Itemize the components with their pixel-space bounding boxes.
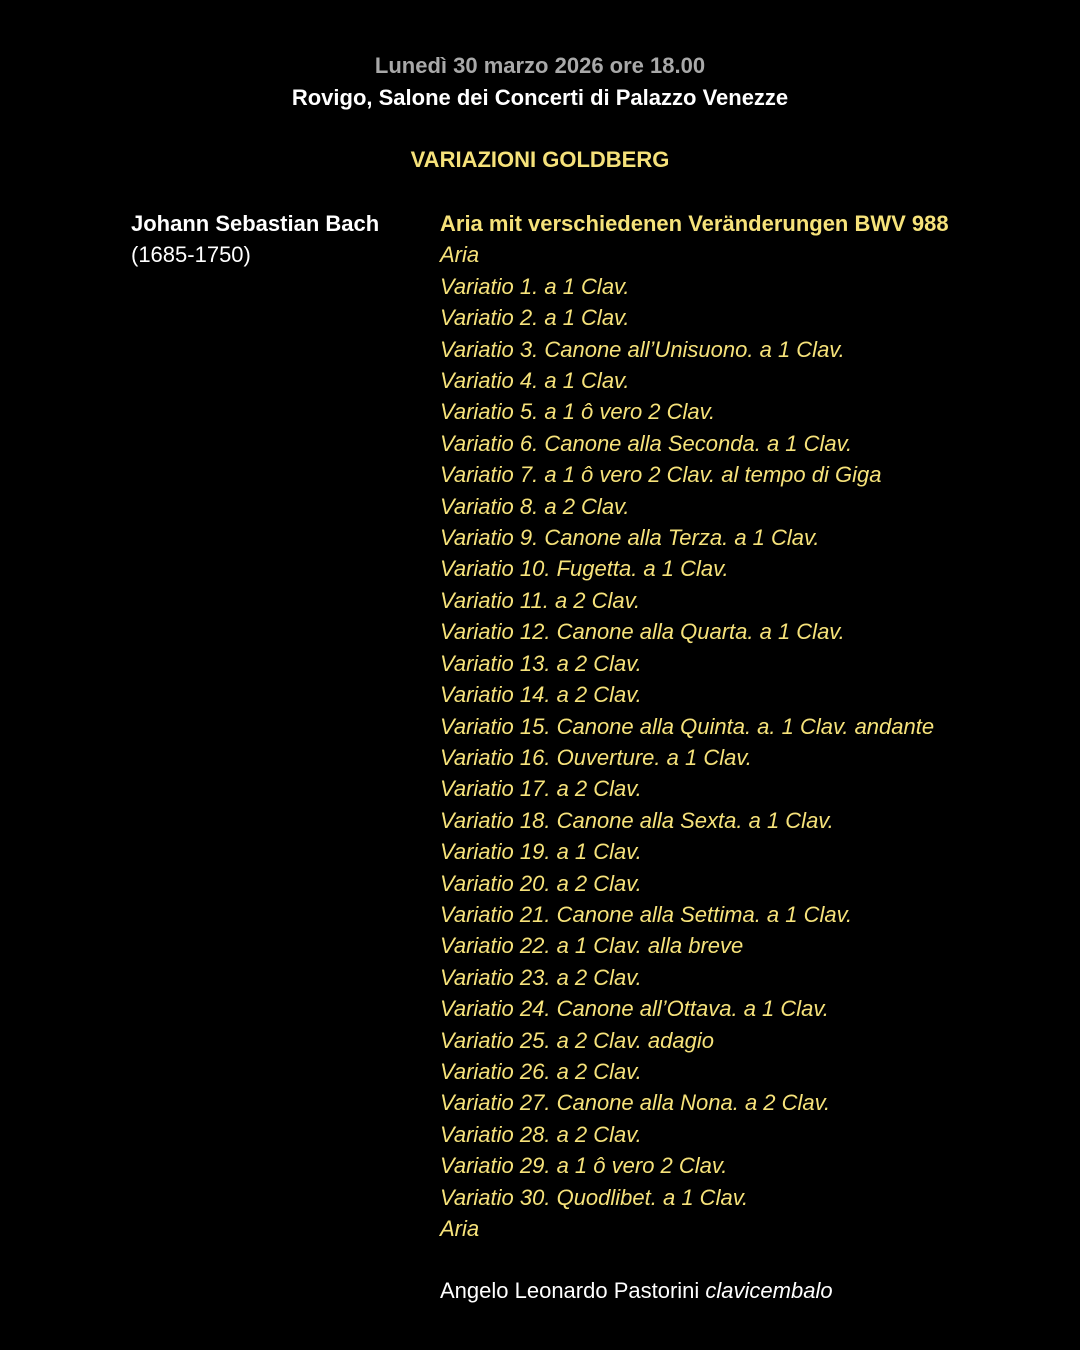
movement-item: Variatio 17. a 2 Clav. bbox=[440, 776, 642, 802]
movement-item: Variatio 4. a 1 Clav. bbox=[440, 368, 630, 394]
performer-role: clavicembalo bbox=[705, 1278, 833, 1303]
concert-venue: Rovigo, Salone dei Concerti di Palazzo Venezze bbox=[291, 85, 789, 110]
movement-item: Variatio 10. Fugetta. a 1 Clav. bbox=[440, 556, 729, 582]
movement-item: Variatio 1. a 1 Clav. bbox=[440, 273, 630, 299]
program-title: VARIAZIONI GOLDBERG bbox=[410, 147, 670, 172]
movement-item: Variatio 7. a 1 ô vero 2 Clav. al tempo di Giga bbox=[440, 462, 882, 488]
movement-item: Variatio 25. a 2 Clav. adagio bbox=[440, 1027, 714, 1053]
movement-item: Variatio 3. Canone all’Unisuono. a 1 Clav. bbox=[440, 336, 845, 362]
movement-item: Variatio 30. Quodlibet. a 1 Clav. bbox=[440, 1184, 749, 1210]
movement-item: Variatio 16. Ouverture. a 1 Clav. bbox=[440, 744, 752, 770]
movement-item: Variatio 27. Canone alla Nona. a 2 Clav. bbox=[440, 1090, 831, 1116]
concert-date: Lunedì 30 marzo 2026 ore 18.00 bbox=[374, 53, 706, 78]
movement-item: Variatio 21. Canone alla Settima. a 1 Clav. bbox=[440, 901, 853, 927]
performer-credit bbox=[440, 1275, 833, 1306]
movement-item: Variatio 11. a 2 Clav. bbox=[440, 587, 641, 613]
composer-dates: (1685-1750) bbox=[131, 242, 251, 268]
movement-list bbox=[440, 239, 1060, 1244]
movement-item: Variatio 20. a 2 Clav. bbox=[440, 870, 642, 896]
composer-name: Johann Sebastian Bach bbox=[131, 211, 380, 236]
movement-item: Variatio 19. a 1 Clav. bbox=[440, 839, 642, 865]
movement-item: Variatio 28. a 2 Clav. bbox=[440, 1121, 642, 1147]
movement-item: Aria bbox=[440, 242, 480, 268]
movement-item: Variatio 24. Canone all’Ottava. a 1 Clav. bbox=[440, 996, 829, 1022]
movement-item: Variatio 8. a 2 Clav. bbox=[440, 493, 630, 519]
movement-item: Variatio 9. Canone alla Terza. a 1 Clav. bbox=[440, 525, 820, 551]
work-title: Aria mit verschiedenen Veränderungen BWV 988 bbox=[440, 211, 949, 236]
movement-item: Variatio 26. a 2 Clav. bbox=[440, 1058, 642, 1084]
works-block bbox=[440, 208, 1060, 1244]
movement-item: Variatio 15. Canone alla Quinta. a. 1 Clav. andante bbox=[440, 713, 935, 739]
movement-item: Variatio 18. Canone alla Sexta. a 1 Clav. bbox=[440, 807, 834, 833]
movement-item: Variatio 2. a 1 Clav. bbox=[440, 305, 630, 331]
movement-item: Variatio 22. a 1 Clav. alla breve bbox=[440, 933, 744, 959]
movement-item: Variatio 29. a 1 ô vero 2 Clav. bbox=[440, 1153, 728, 1179]
movement-item: Variatio 6. Canone alla Seconda. a 1 Clav. bbox=[440, 430, 853, 456]
movement-item: Variatio 14. a 2 Clav. bbox=[440, 682, 642, 708]
movement-item: Variatio 12. Canone alla Quarta. a 1 Clav. bbox=[440, 619, 845, 645]
composer-block bbox=[131, 208, 379, 271]
movement-item: Variatio 5. a 1 ô vero 2 Clav. bbox=[440, 399, 716, 425]
performer-name: Angelo Leonardo Pastorini bbox=[440, 1278, 700, 1303]
movement-item: Variatio 23. a 2 Clav. bbox=[440, 964, 642, 990]
movement-item: Variatio 13. a 2 Clav. bbox=[440, 650, 642, 676]
movement-item: Aria bbox=[440, 1216, 480, 1241]
